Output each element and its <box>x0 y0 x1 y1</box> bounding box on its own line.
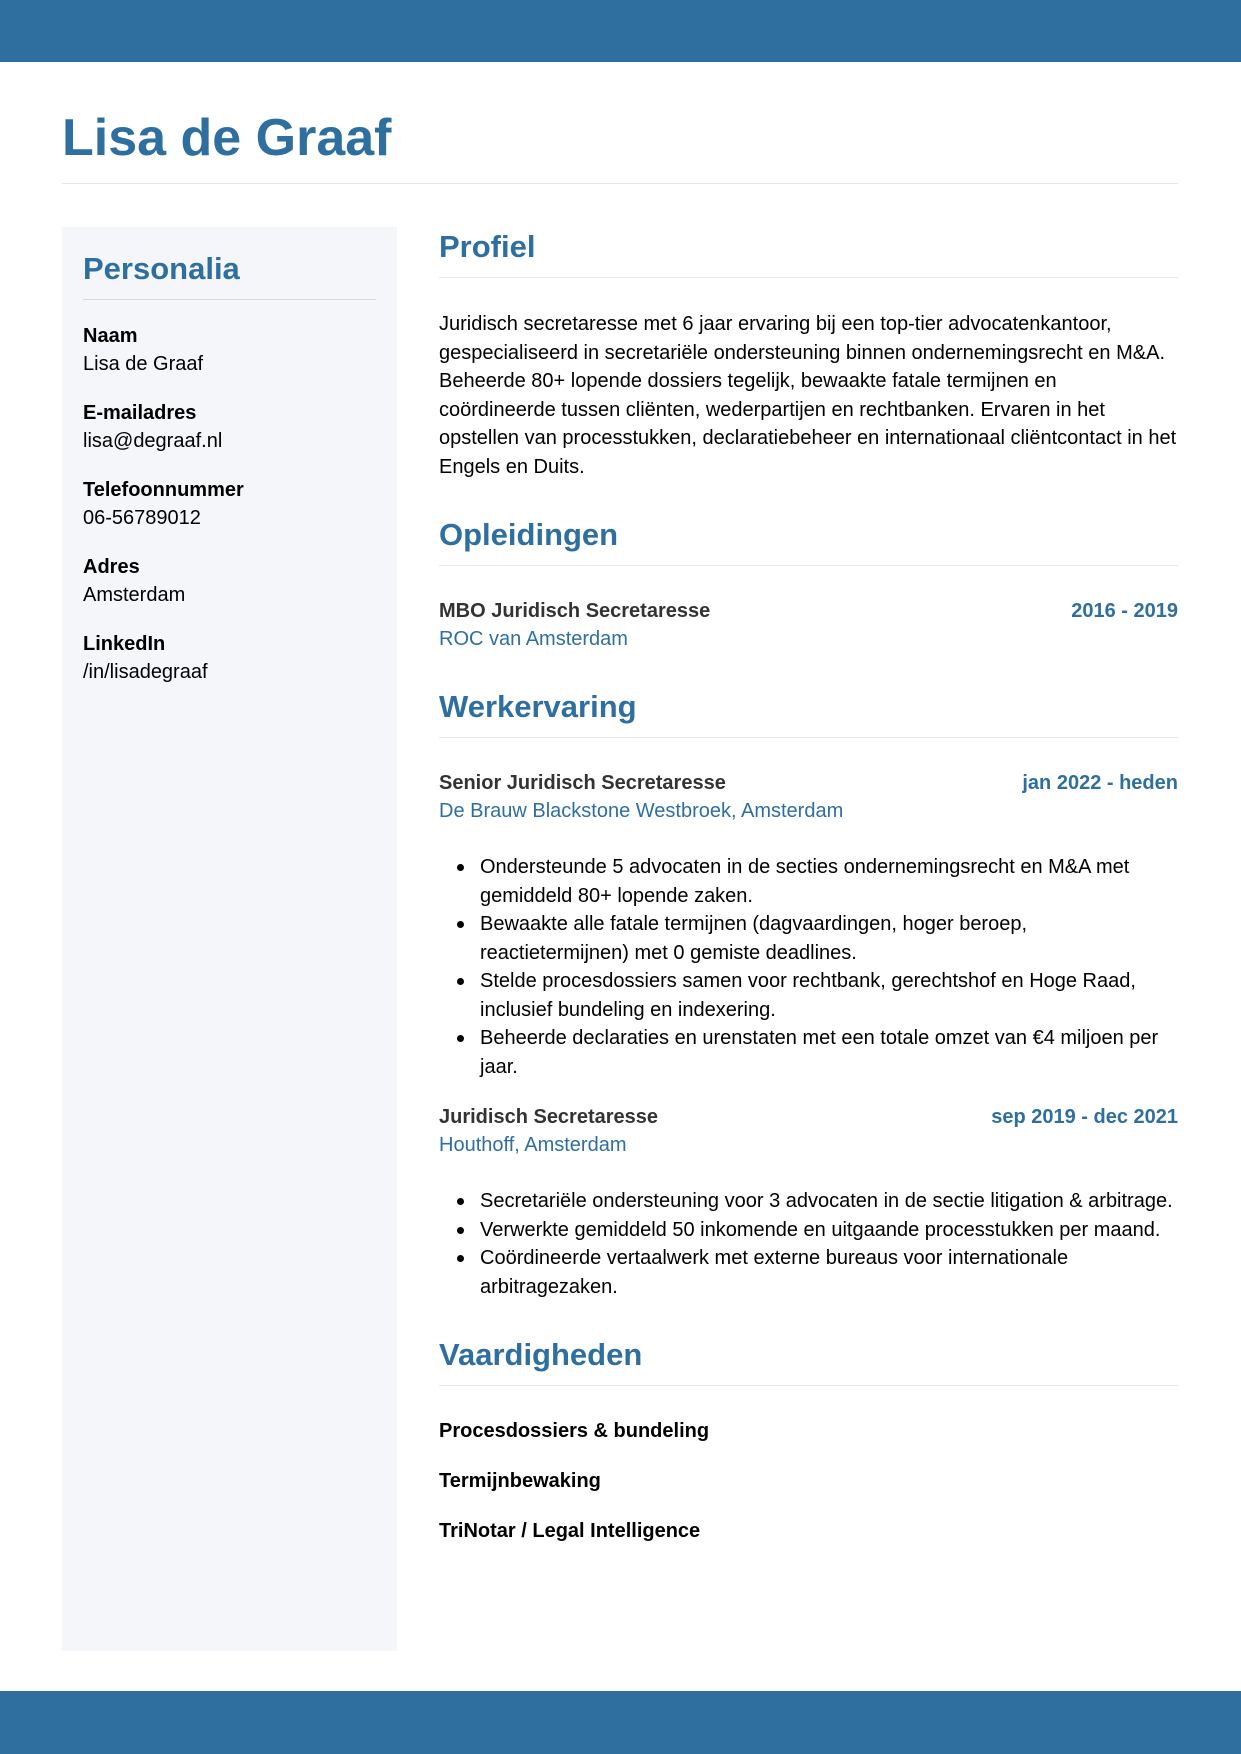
education-entry <box>439 597 1178 653</box>
sidebar-divider <box>83 299 376 300</box>
list-item: Beheerde declaraties en urenstaten met een totale omzet van €4 miljoen per jaar. <box>439 1024 1178 1081</box>
job-company: De Brauw Blackstone Westbroek, Amsterdam <box>439 800 844 822</box>
field-address <box>83 553 376 609</box>
field-label: Adres <box>83 556 140 578</box>
section-title-profile: Profiel <box>439 229 536 264</box>
field-phone <box>83 476 376 532</box>
section-divider <box>439 565 1178 566</box>
field-value: Lisa de Graaf <box>83 353 204 375</box>
skills-list <box>439 1417 1178 1545</box>
personal-details-sidebar <box>62 227 397 1651</box>
job-period: sep 2019 - dec 2021 <box>991 1106 1178 1128</box>
profile-section <box>439 227 1178 481</box>
education-degree: MBO Juridisch Secretaresse <box>439 600 711 622</box>
linkedin-value[interactable]: /in/lisadegraaf <box>83 661 208 683</box>
section-divider <box>439 277 1178 278</box>
list-item: Verwerkte gemiddeld 50 inkomende en uitgaande processtukken per maand. <box>439 1216 1178 1245</box>
header-divider <box>62 183 1178 184</box>
list-item: Ondersteunde 5 advocaten in de secties ondernemingsrecht en M&A met gemiddeld 80+ lopende zaken. <box>439 853 1178 910</box>
experience-section <box>439 687 1178 1301</box>
experience-entry <box>439 769 1178 1081</box>
job-achievements <box>439 853 1178 1081</box>
skills-section <box>439 1335 1178 1545</box>
skill-item: Procesdossiers & bundeling <box>439 1420 710 1442</box>
list-item: Secretariële ondersteuning voor 3 advocaten in de sectie litigation & arbitrage. <box>439 1187 1178 1216</box>
education-period: 2016 - 2019 <box>1071 600 1178 622</box>
field-label: E-mailadres <box>83 402 197 424</box>
candidate-name: Lisa de Graaf <box>62 109 392 167</box>
section-title-skills: Vaardigheden <box>439 1337 643 1372</box>
entry-header <box>439 769 1178 797</box>
phone-value: 06-56789012 <box>83 507 201 529</box>
section-divider <box>439 737 1178 738</box>
address-value: Amsterdam <box>83 584 186 606</box>
skill-item: TriNotar / Legal Intelligence <box>439 1520 701 1542</box>
main-content <box>439 227 1178 1567</box>
sidebar-title: Personalia <box>83 251 240 286</box>
list-item: Bewaakte alle fatale termijnen (dagvaardingen, hoger beroep, reactietermijnen) met 0 gemiste deadlines. <box>439 910 1178 967</box>
education-section <box>439 515 1178 653</box>
section-divider <box>439 1385 1178 1386</box>
field-name <box>83 322 376 378</box>
field-email <box>83 399 376 455</box>
section-title-experience: Werkervaring <box>439 689 637 724</box>
field-label: Telefoonnummer <box>83 479 244 501</box>
skill-item: Termijnbewaking <box>439 1470 601 1492</box>
field-label: Naam <box>83 325 138 347</box>
bottom-accent-bar <box>0 1691 1241 1754</box>
email-value[interactable]: lisa@degraaf.nl <box>83 430 223 452</box>
job-achievements <box>439 1187 1178 1301</box>
profile-summary: Juridisch secretaresse met 6 jaar ervaring bij een top-tier advocatenkantoor, gespecialiseerd in secretariële ondersteuning binnen ondernemingsrecht en M&A. Beheerde 80+ lopende dossiers tegelijk, bewaakte fatale termijnen en coördineerde tussen cliënten, wederpartijen en rechtbanken. Ervaren in het opstellen van processtukken, declaratiebeheer en internationaal cliëntcontact in het Engels en Duits. <box>439 313 1177 478</box>
list-item: Stelde procesdossiers samen voor rechtbank, gerechtshof en Hoge Raad, inclusief bundeling en indexering. <box>439 967 1178 1024</box>
section-title-education: Opleidingen <box>439 517 619 552</box>
education-school: ROC van Amsterdam <box>439 628 628 650</box>
job-period: jan 2022 - heden <box>1022 772 1178 794</box>
experience-entry <box>439 1103 1178 1301</box>
entry-header <box>439 1103 1178 1131</box>
job-role: Senior Juridisch Secretaresse <box>439 772 726 794</box>
job-company: Houthoff, Amsterdam <box>439 1134 627 1156</box>
list-item: Coördineerde vertaalwerk met externe bureaus voor internationale arbitragezaken. <box>439 1244 1178 1301</box>
entry-header <box>439 597 1178 625</box>
field-label: LinkedIn <box>83 633 166 655</box>
job-role: Juridisch Secretaresse <box>439 1106 659 1128</box>
field-linkedin <box>83 630 376 686</box>
top-accent-bar <box>0 0 1241 62</box>
